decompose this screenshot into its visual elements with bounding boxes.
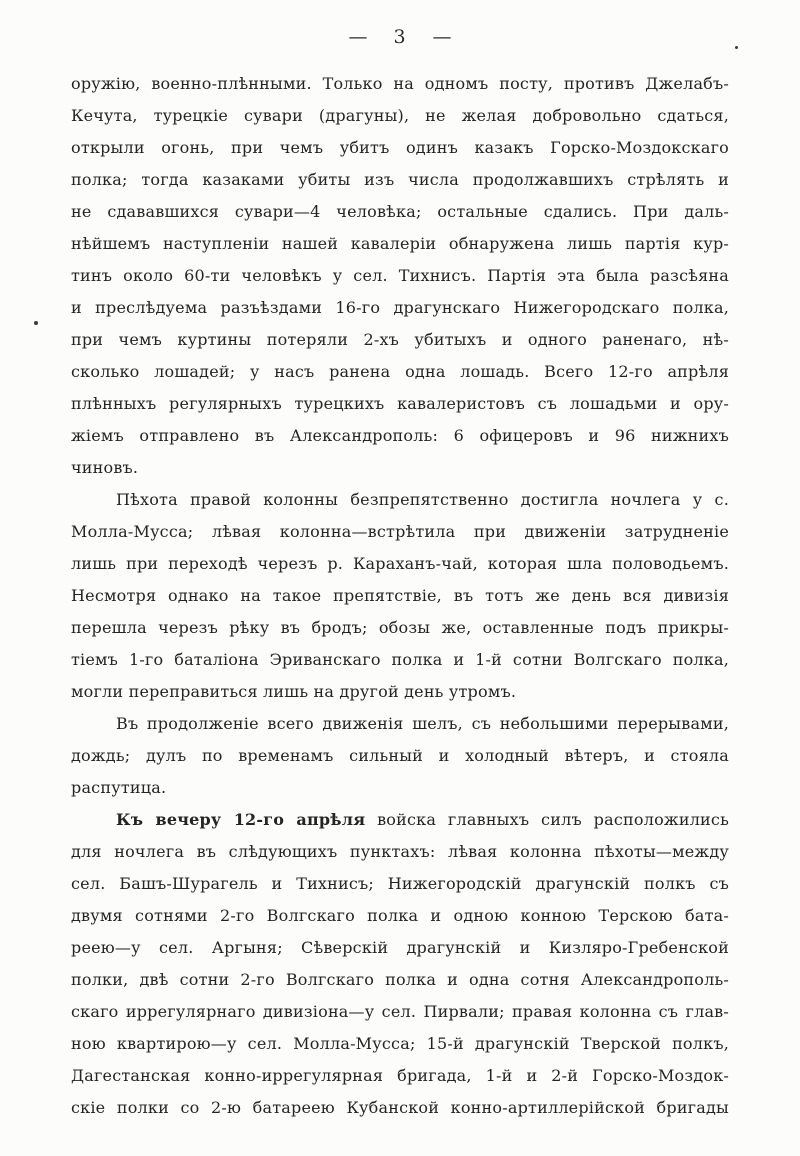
text-line: сколько лошадей; у насъ ранена одна лошадь. Всего 12-го апрѣля [71, 362, 729, 381]
text-line: для ночлега въ слѣдующихъ пунктахъ: лѣвая колонна пѣхоты—между [71, 842, 729, 861]
text-line: не сдававшихся сувари—4 человѣка; остальные сдались. При даль- [71, 202, 729, 221]
text-line: Въ продолженіе всего движенія шелъ, съ небольшими перерывами, [116, 714, 729, 733]
text-line: сел. Башъ-Шурагель и Тихнисъ; Нижегородскій драгунскій полкъ съ [71, 874, 729, 893]
ink-speck [735, 46, 738, 49]
text-line: полки, двѣ сотни 2-го Волгскаго полка и одна сотня Александрополь- [71, 970, 729, 989]
text-line: могли переправиться лишь на другой день утромъ. [71, 682, 517, 701]
text-line: Кечута, турецкіе сувари (драгуны), не желая добровольно сдаться, [71, 106, 729, 125]
text-line: Пѣхота правой колонны безпрепятственно достигла ночлега у с. [116, 490, 729, 509]
paragraph [71, 484, 729, 708]
text-line: дождь; дулъ по временамъ сильный и холодный вѣтеръ, и стояла [71, 746, 729, 765]
text-line: жіемъ отправлено въ Александрополь: 6 офицеровъ и 96 нижнихъ [71, 426, 729, 445]
text-line: полка; тогда казаками убиты изъ числа продолжавшихъ стрѣлять и [71, 170, 729, 189]
text-line: Несмотря однако на такое препятствіе, въ тотъ же день вся дивизія [71, 586, 729, 605]
bold-date-lead: Къ вечеру 12-го апрѣля [116, 810, 366, 829]
text-line: Дагестанская конно-иррегулярная бригада, 1-й и 2-й Горско-Моздок- [71, 1066, 729, 1085]
text-line: открыли огонь, при чемъ убитъ одинъ казакъ Горско-Моздокскаго [71, 138, 729, 157]
text-line: перешла черезъ рѣку въ бродъ; обозы же, оставленные подъ прикры- [71, 618, 729, 637]
text-line: ною квартирою—у сел. Молла-Мусса; 15-й драгунскій Тверской полкъ, [71, 1034, 729, 1053]
text-line: тинъ около 60-ти человѣкъ у сел. Тихнисъ. Партія эта была разсѣяна [71, 266, 729, 285]
text-line: лишь при переходѣ черезъ р. Караханъ-чай, которая шла половодьемъ. [71, 554, 729, 573]
text-line: нѣйшемъ наступленіи нашей кавалеріи обнаружена лишь партія кур- [71, 234, 729, 253]
text-line: скіе полки со 2-ю батареею Кубанской конно-артиллерійской бригады [71, 1098, 729, 1117]
text-line: двумя сотнями 2-го Волгскаго полка и одною конною Терскою бата- [71, 906, 729, 925]
text-line: реею—у сел. Аргыня; Сѣверскій драгунскій и Кизляро-Гребенской [71, 938, 729, 957]
text-line: скаго иррегулярнаго дивизіона—у сел. Пирвали; правая колонна съ глав- [71, 1002, 729, 1021]
text-line: тіемъ 1-го баталіона Эриванскаго полка и 1-й сотни Волгскаго полка, [71, 650, 729, 669]
page-number-header [0, 26, 800, 48]
page-number: 3 [393, 26, 407, 48]
body-text [71, 68, 729, 1124]
text-line: Молла-Мусса; лѣвая колонна—встрѣтила при движеніи затрудненіе [71, 522, 729, 541]
text-line: и преслѣдуема разъѣздами 16-го драгунскаго Нижегородскаго полка, [71, 298, 729, 317]
text-line: распутица. [71, 778, 167, 797]
header-dash-right: — [432, 26, 452, 48]
paragraph [71, 804, 729, 1124]
text-line [71, 804, 729, 836]
lead-line-rest: войска главныхъ силъ расположились [377, 810, 729, 829]
header-dash-left: — [348, 26, 368, 48]
text-line: чиновъ. [71, 458, 139, 477]
paragraph [71, 708, 729, 804]
paragraph [71, 68, 729, 484]
text-line: оружію, военно-плѣнными. Только на одномъ посту, противъ Джелабъ- [71, 74, 729, 93]
text-line: плѣнныхъ регулярныхъ турецкихъ кавалеристовъ съ лошадьми и ору- [71, 394, 729, 413]
ink-speck [34, 321, 38, 325]
text-line: при чемъ куртины потеряли 2-хъ убитыхъ и одного раненаго, нѣ- [71, 330, 729, 349]
